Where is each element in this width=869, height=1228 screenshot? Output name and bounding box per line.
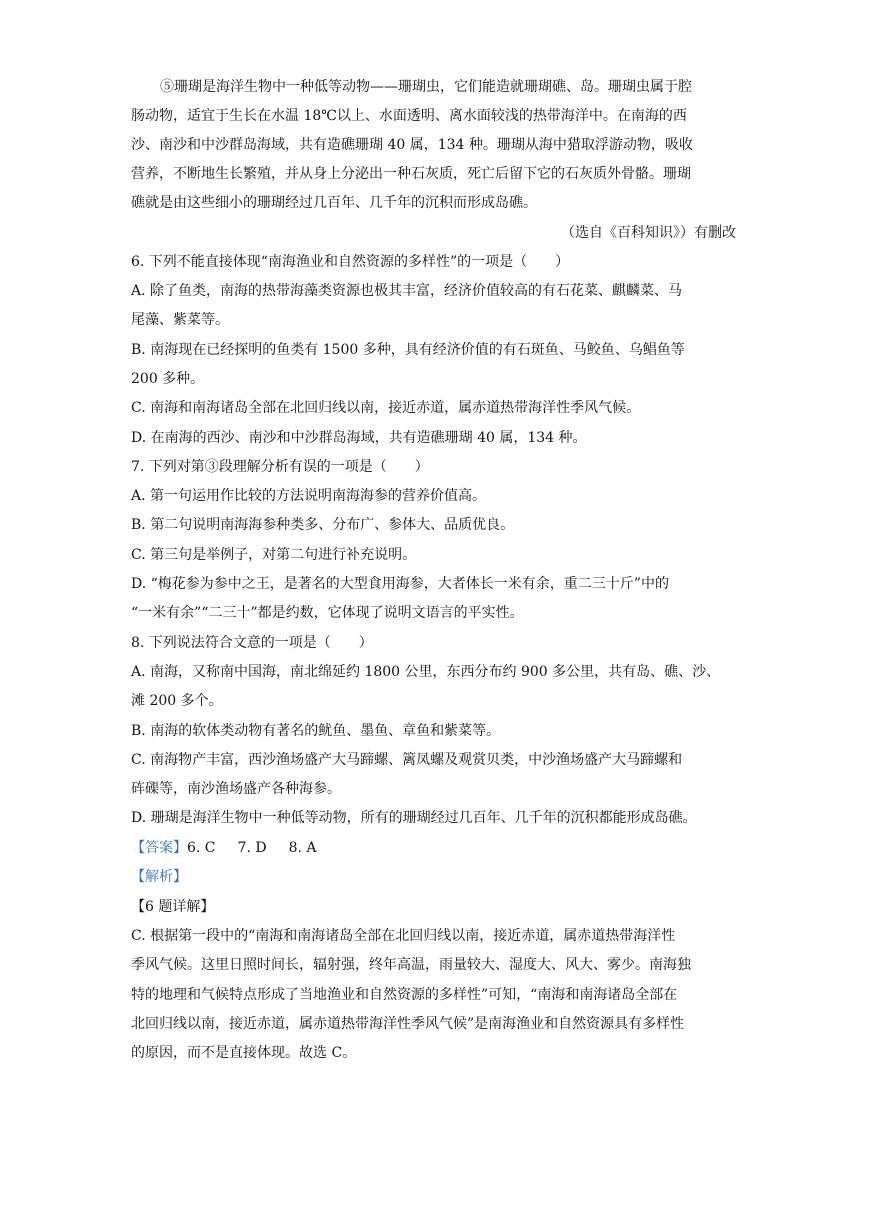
option-line: C. 第三句是举例子，对第二句进行补充说明。: [131, 547, 417, 563]
option-line: C. 南海物产丰富，西沙渔场盛产大马蹄螺、篱凤螺及观赏贝类，中沙渔场盛产大马蹄螺和: [131, 752, 683, 768]
analysis-line: 特的地理和气候特点形成了当地渔业和自然资源的多样性”可知，“南海和南海诸岛全部在: [131, 987, 678, 1003]
question-stem: 8. 下列说法符合文意的一项是（ ）: [131, 635, 373, 651]
option-line: 200 多种。: [131, 371, 205, 387]
option-line: D. 珊瑚是海洋生物中一种低等动物，所有的珊瑚经过几百年、几千年的沉积都能形成岛礁。: [131, 810, 697, 826]
option-line: C. 南海和南海诸岛全部在北回归线以南，接近赤道，属赤道热带海洋性季风气候。: [131, 400, 641, 416]
passage-line: 礁就是由这些细小的珊瑚经过几百年、几千年的沉积而形成岛礁。: [131, 195, 537, 211]
analysis-line: C. 根据第一段中的“南海和南海诸岛全部在北回归线以南，接近赤道，属赤道热带海洋性: [131, 928, 676, 944]
analysis-label: 【解析】: [131, 869, 187, 885]
option-line: “一米有余”“二三十”都是约数，它体现了说明文语言的平实性。: [131, 605, 524, 621]
passage-line: 肠动物，适宜于生长在水温 18℃以上、水面透明、离水面较浅的热带海洋中。在南海的西: [131, 108, 687, 124]
analysis-line: 的原因，而不是直接体现。故选 C。: [131, 1045, 357, 1061]
answer-item: 6. C: [187, 840, 216, 856]
option-line: 砗磲等，南沙渔场盛产各种海参。: [131, 781, 341, 797]
analysis-line: 季风气候。这里日照时间长，辐射强，终年高温，雨量较大、湿度大、风大、雾少。南海独: [131, 957, 691, 973]
answer-item: 8. A: [288, 840, 317, 856]
option-line: D. “梅花参为参中之王，是著名的大型食用海参，大者体长一米有余，重二三十斤”中的: [131, 576, 669, 592]
source-note: （选自《百科知识》）有删改: [561, 225, 736, 241]
option-line: A. 除了鱼类，南海的热带海藻类资源也极其丰富，经济价值较高的有石花菜、麒麟菜、马: [131, 283, 683, 299]
analysis-line: 北回归线以南，接近赤道，属赤道热带海洋性季风气候”是南海渔业和自然资源具有多样性: [131, 1016, 685, 1032]
answer-line: [131, 838, 317, 858]
answer-item: 7. D: [237, 840, 267, 856]
option-line: D. 在南海的西沙、南沙和中沙群岛海域，共有造礁珊瑚 40 属，134 种。: [131, 430, 587, 446]
question-stem: 6. 下列不能直接体现“南海渔业和自然资源的多样性”的一项是（ ）: [131, 254, 570, 270]
option-line: A. 第一句运用作比较的方法说明南海海参的营养价值高。: [131, 488, 487, 504]
option-line: 尾藻、紫菜等。: [131, 312, 229, 328]
passage-line: ⑤珊瑚是海洋生物中一种低等动物——珊瑚虫，它们能造就珊瑚礁、岛。珊瑚虫属于腔: [160, 79, 692, 95]
option-line: B. 第二句说明南海海参种类多、分布广、参体大、品质优良。: [131, 517, 515, 533]
passage-line: 营养，不断地生长繁殖，并从身上分泌出一种石灰质，死亡后留下它的石灰质外骨骼。珊瑚: [131, 166, 691, 182]
answer-label: 【答案】: [131, 840, 187, 856]
question-stem: 7. 下列对第③段理解分析有误的一项是（ ）: [131, 459, 429, 475]
option-line: B. 南海现在已经探明的鱼类有 1500 多种，具有经济价值的有石斑鱼、马鲛鱼、乌鲳鱼等: [131, 342, 685, 358]
passage-line: 沙、南沙和中沙群岛海域，共有造礁珊瑚 40 属，134 种。珊瑚从海中猎取浮游动物，吸收: [131, 137, 693, 153]
option-line: B. 南海的软体类动物有著名的鱿鱼、墨鱼、章鱼和紫菜等。: [131, 723, 501, 739]
option-line: 滩 200 多个。: [131, 693, 223, 709]
analysis-subheading: 【6 题详解】: [131, 899, 215, 915]
option-line: A. 南海，又称南中国海，南北绵延约 1800 公里，东西分布约 900 多公里，共有岛、礁、沙、: [131, 664, 721, 680]
